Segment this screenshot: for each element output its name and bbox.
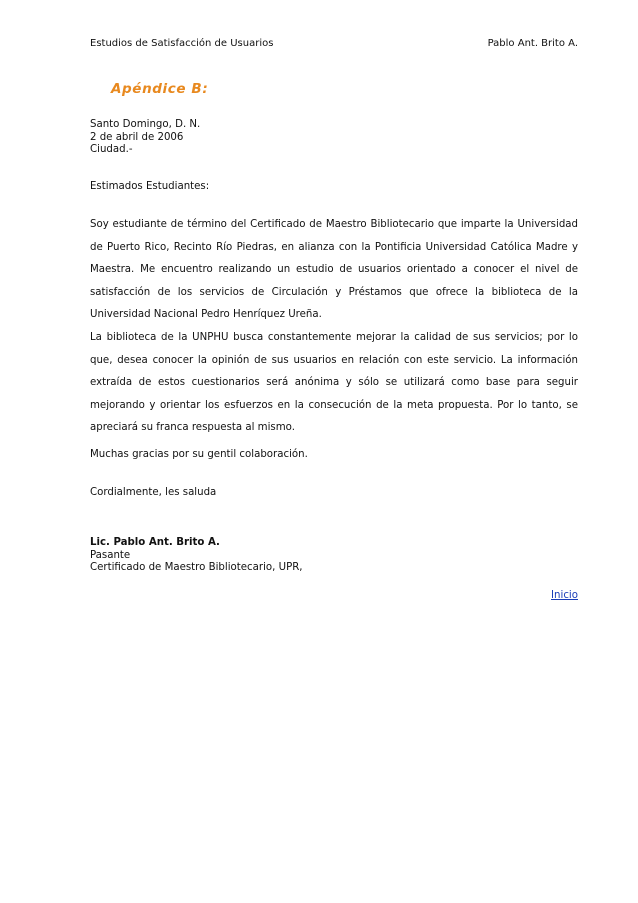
signature-name: Lic. Pablo Ant. Brito A. [90,537,220,548]
header-left-title: Estudios de Satisfacción de Usuarios [90,38,274,49]
signature-role: Pasante [90,549,131,561]
signature-block [90,537,578,575]
signature-program: Certificado de Maestro Bibliotecario, UPR, [90,562,303,573]
paragraph-intro: Soy estudiante de término del Certificado de Maestro Bibliotecario que imparte la Universidad de Puerto Rico, Recinto Río Piedras, en alianza con la Pontificia Universidad Católica Madre y Maestra. Me encuentro realizando un estudio de usuarios orientado a conocer el nivel de satisfacción de los servicios de Circulación y Préstamos que ofrece la biblioteca de la Universidad Nacional Pedro Henríquez Ureña. [90,219,578,321]
closing-line: Cordialmente, les saluda [90,487,217,498]
place-line: Santo Domingo, D. N. [90,119,201,130]
header-right-author: Pablo Ant. Brito A. [487,38,578,49]
place-date-block [90,119,578,157]
city-line: Ciudad.- [90,144,133,155]
paragraph-purpose: La biblioteca de la UNPHU busca constantemente mejorar la calidad de sus servicios; por lo que, desea conocer la opinión de sus usuarios en relación con este servicio. La información extraída de estos cuestionarios será anónima y sólo se utilizará como base para seguir mejorando y orientar los esfuerzos en la consecución de la meta propuesta. Por lo tanto, se apreciará su franca respuesta al mismo. [90,332,578,434]
date-line: 2 de abril de 2006 [90,131,184,143]
salutation: Estimados Estudiantes: [90,181,210,192]
inicio-link[interactable]: Inicio [551,590,578,601]
appendix-title: Apéndice B: [111,81,209,97]
thanks-line: Muchas gracias por su gentil colaboración. [90,449,308,460]
